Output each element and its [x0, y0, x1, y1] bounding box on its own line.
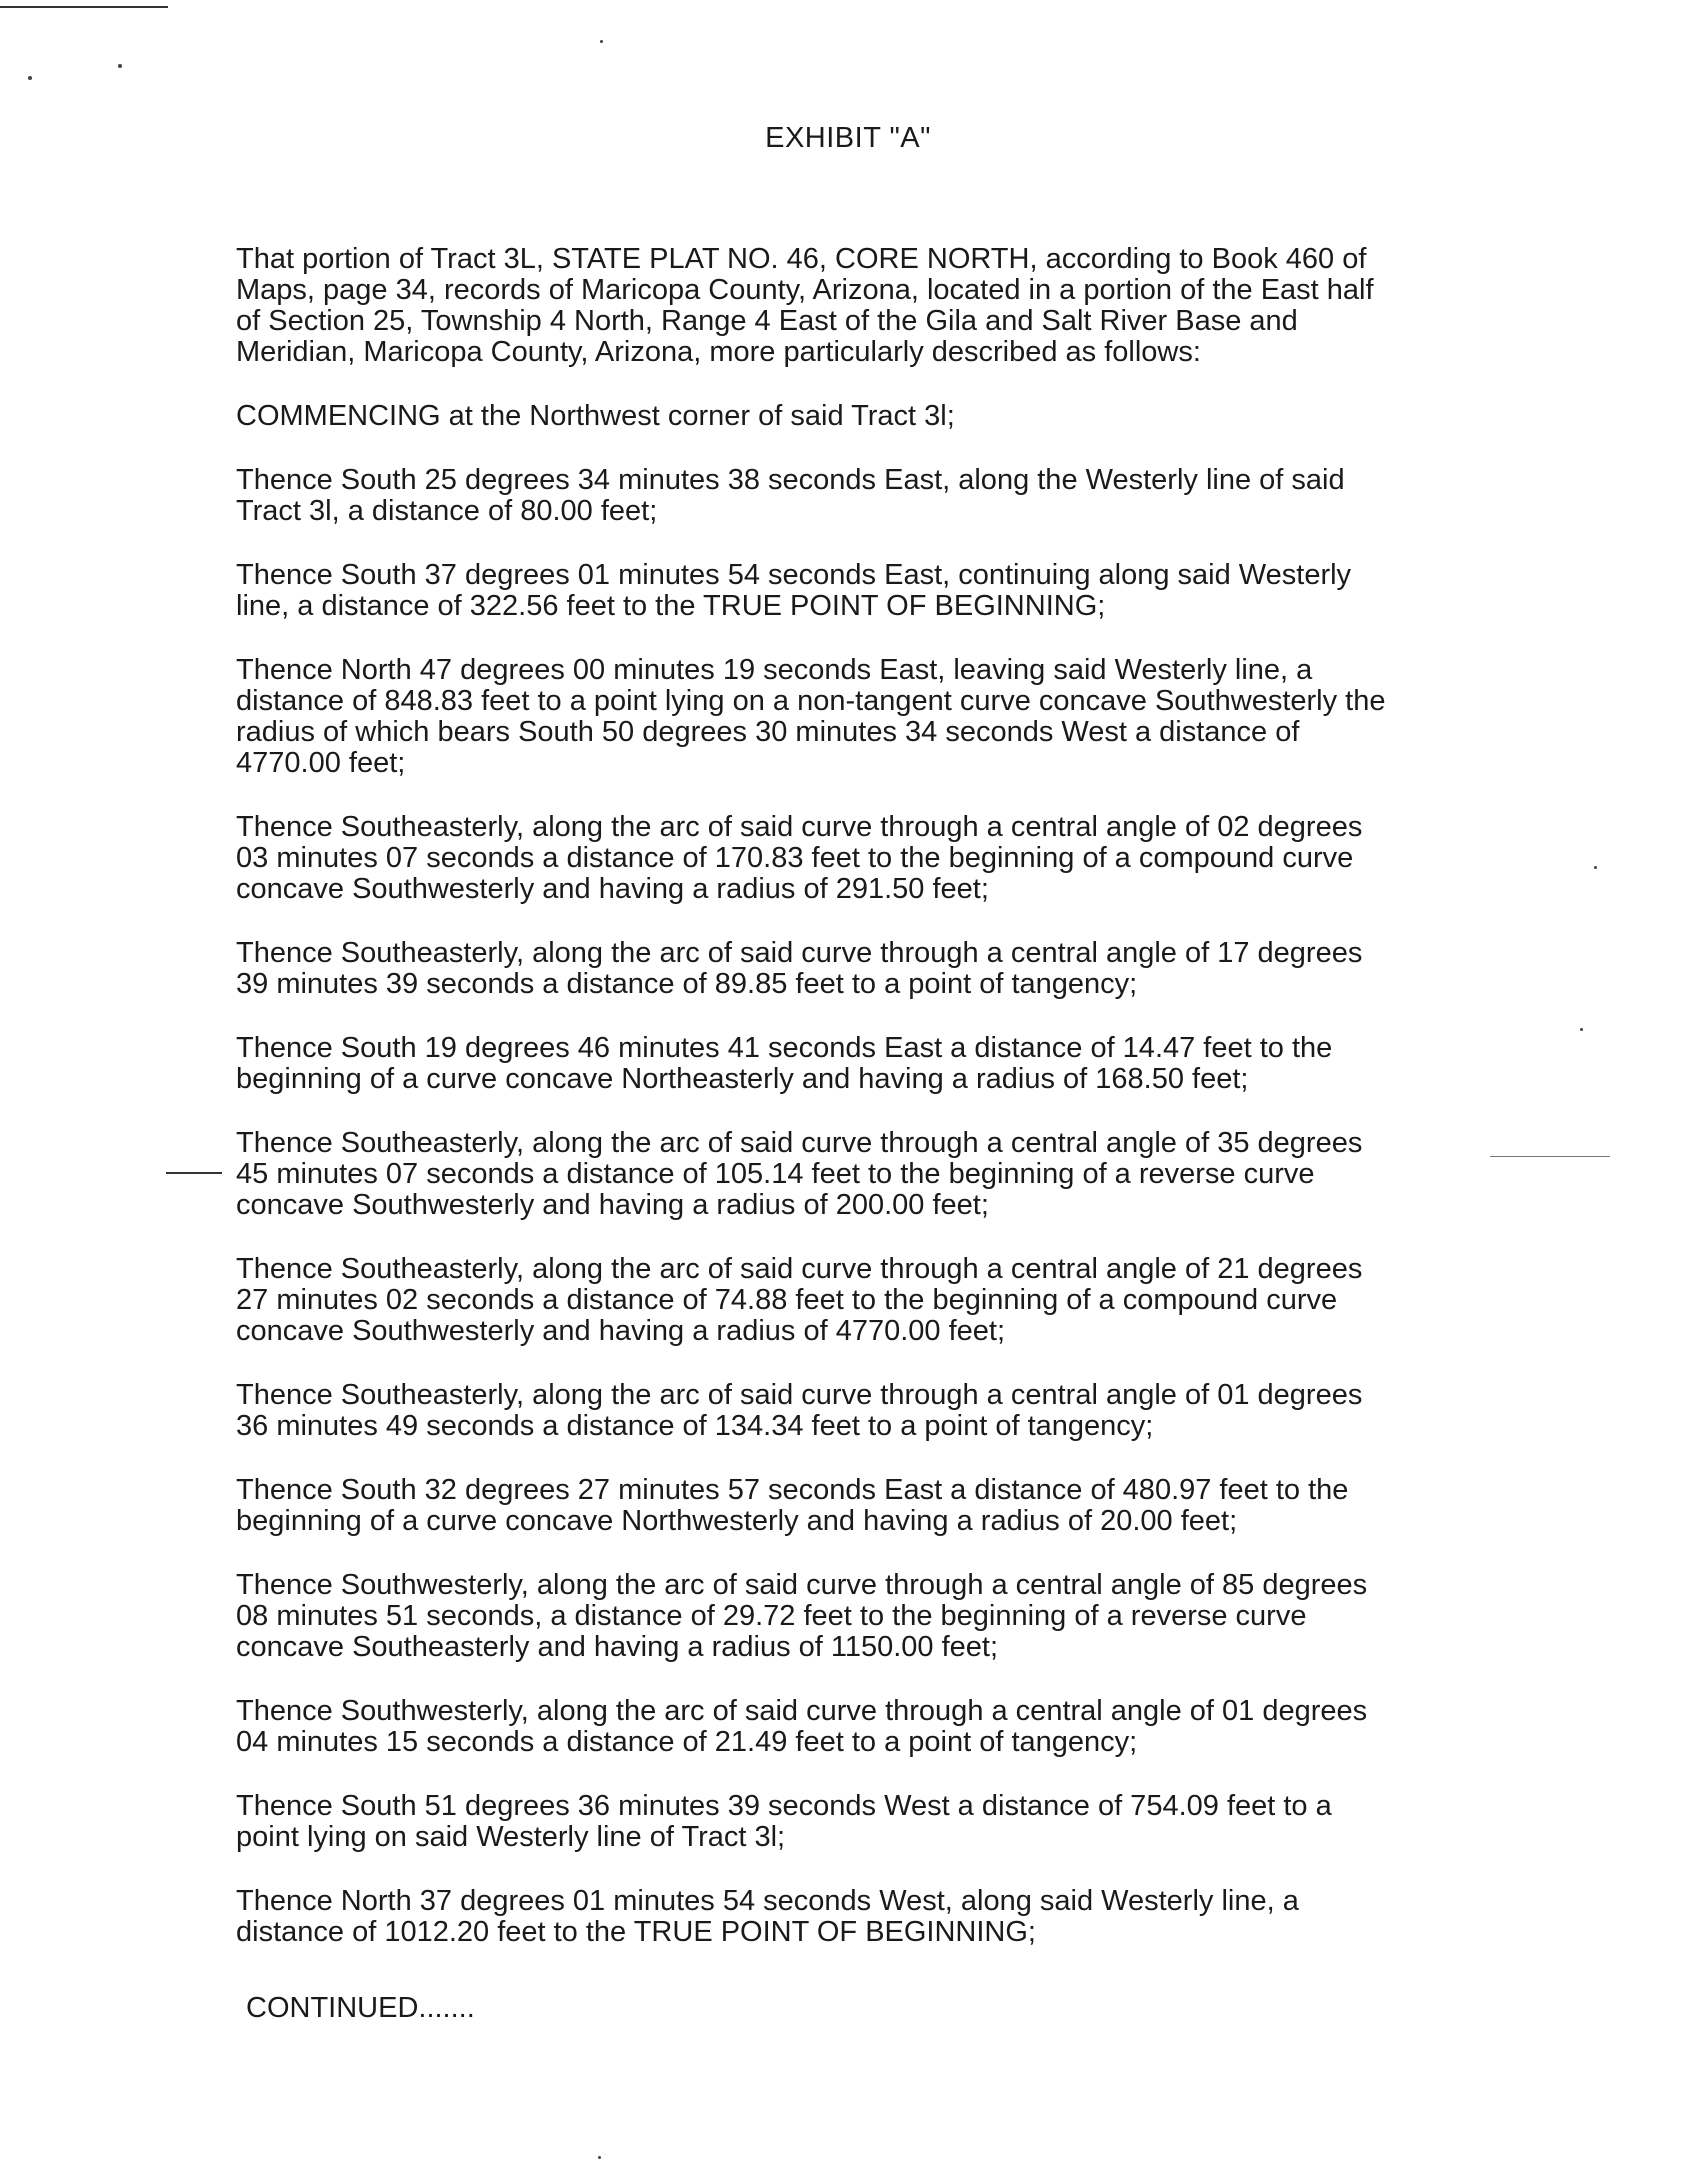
- exhibit-title: EXHIBIT "A": [765, 122, 931, 154]
- paragraph-course-6: Thence South 19 degrees 46 minutes 41 seconds East a distance of 14.47 feet to the beginning of a curve concave Northeasterly and having a radius of 168.50 feet;: [236, 1032, 1333, 1095]
- legal-description: [236, 244, 1476, 1981]
- paragraph-course-3: Thence North 47 degrees 00 minutes 19 seconds East, leaving said Westerly line, a distance of 848.83 feet to a point lying on a non-tangent curve concave Southwesterly the radius of which bears South 50 degrees 30 minutes 34 seconds West a distance of 4770.00 feet;: [236, 654, 1386, 779]
- scan-speck: [600, 40, 603, 43]
- paragraph-course-5: Thence Southeasterly, along the arc of said curve through a central angle of 17 degrees 39 minutes 39 seconds a distance of 89.85 feet to a point of tangency;: [236, 937, 1363, 1000]
- paragraph-course-13: Thence South 51 degrees 36 minutes 39 seconds West a distance of 754.09 feet to a point lying on said Westerly line of Tract 3l;: [236, 1790, 1332, 1853]
- paragraph-commencing: COMMENCING at the Northwest corner of said Tract 3l;: [236, 400, 955, 432]
- scan-speck: [1594, 866, 1597, 869]
- margin-dash-mark: [166, 1172, 222, 1174]
- paragraph-course-14: Thence North 37 degrees 01 minutes 54 seconds West, along said Westerly line, a distance of 1012.20 feet to the TRUE POINT OF BEGINNING;: [236, 1885, 1299, 1948]
- paragraph-course-4: Thence Southeasterly, along the arc of said curve through a central angle of 02 degrees 03 minutes 07 seconds a distance of 170.83 feet to the beginning of a compound curve concave Southwesterly and having a radius of 291.50 feet;: [236, 811, 1363, 905]
- scan-edge-line: [0, 6, 168, 8]
- paragraph-course-11: Thence Southwesterly, along the arc of said curve through a central angle of 85 degrees 08 minutes 51 seconds, a distance of 29.72 feet to the beginning of a reverse curve concave Southeasterly and having a radius of 1150.00 feet;: [236, 1569, 1368, 1663]
- scan-speck: [118, 64, 122, 68]
- paragraph-course-9: Thence Southeasterly, along the arc of said curve through a central angle of 01 degrees 36 minutes 49 seconds a distance of 134.34 feet to a point of tangency;: [236, 1379, 1363, 1442]
- paragraph-course-2: Thence South 37 degrees 01 minutes 54 seconds East, continuing along said Westerly line, a distance of 322.56 feet to the TRUE POINT OF BEGINNING;: [236, 559, 1352, 622]
- continued-note: CONTINUED.......: [246, 1992, 475, 2024]
- paragraph-course-12: Thence Southwesterly, along the arc of said curve through a central angle of 01 degrees 04 minutes 15 seconds a distance of 21.49 feet to a point of tangency;: [236, 1695, 1368, 1758]
- paragraph-course-10: Thence South 32 degrees 27 minutes 57 seconds East a distance of 480.97 feet to the beginning of a curve concave Northwesterly and having a radius of 20.00 feet;: [236, 1474, 1349, 1537]
- scan-speck: [598, 2156, 601, 2159]
- paragraph-intro: That portion of Tract 3L, STATE PLAT NO. 46, CORE NORTH, according to Book 460 of Maps, page 34, records of Maricopa County, Arizona, located in a portion of the East half of Section 25, Township 4 North, Range 4 East of the Gila and Salt River Base and Meridian, Maricopa County, Arizona, more particularly described as follows:: [236, 243, 1374, 368]
- paragraph-course-8: Thence Southeasterly, along the arc of said curve through a central angle of 21 degrees 27 minutes 02 seconds a distance of 74.88 feet to the beginning of a compound curve concave Southwesterly and having a radius of 4770.00 feet;: [236, 1253, 1363, 1347]
- scan-speck: [28, 76, 32, 80]
- margin-dotted-mark: [1490, 1156, 1610, 1157]
- scan-speck: [1580, 1028, 1583, 1031]
- paragraph-course-7: Thence Southeasterly, along the arc of said curve through a central angle of 35 degrees 45 minutes 07 seconds a distance of 105.14 feet to the beginning of a reverse curve concave Southwesterly and having a radius of 200.00 feet;: [236, 1127, 1363, 1221]
- paragraph-course-1: Thence South 25 degrees 34 minutes 38 seconds East, along the Westerly line of said Tract 3l, a distance of 80.00 feet;: [236, 464, 1345, 527]
